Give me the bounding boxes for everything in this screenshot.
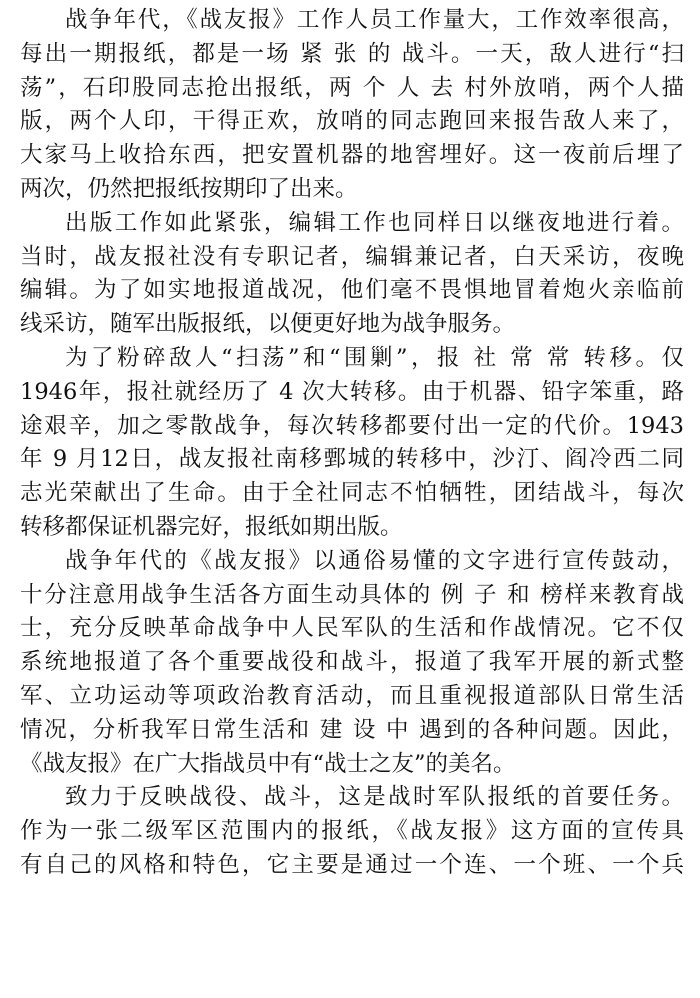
paragraph-5 [20, 781, 700, 882]
text-line: 系统地报道了各个重要战役和战斗，报道了我军开展的新式整 [20, 649, 684, 676]
text-line: 致力于反映战役、战斗，这是战时军队报纸的首要任务。 [65, 784, 684, 811]
text-line: 十分注意用战争生活各方面生动具体的 例 子 和 榜样来教育战 [20, 581, 684, 608]
text-line: 有自己的风格和特色，它主要是通过一个连、一个班、一个兵 [20, 851, 684, 878]
paragraph-1 [20, 0, 700, 207]
text-line: 1946年，报社就经历了 4 次大转移。由于机器、铅字笨重，路 [20, 378, 684, 405]
paragraph-4 [20, 545, 700, 782]
text-line: 战争年代的《战友报》以通俗易懂的文字进行宣传鼓动， [65, 547, 684, 574]
text-line: 作为一张二级军区范围内的报纸，《战友报》这方面的宣传具 [20, 818, 684, 845]
paragraph-3 [20, 342, 700, 545]
text-line: 军、立功运动等项政治教育活动，而且重视报道部队日常生活 [20, 682, 684, 709]
text-line: 士，充分反映革命战争中人民军队的生活和作战情况。它不仅 [20, 615, 684, 642]
text-line: 年 9 月12日，战友报社南移鄄城的转移中，沙汀、阎冷西二同 [20, 446, 684, 473]
text-line: 版，两个人印，干得正欢，放哨的同志跑回来报告敌人来了， [20, 108, 684, 135]
text-line: 大家马上收拾东西，把安置机器的地窖埋好。这一夜前后埋了 [20, 142, 684, 169]
text-line: 途艰辛，加之零散战争，每次转移都要付出一定的代价。1943 [20, 412, 684, 439]
text-line: 战争年代，《战友报》工作人员工作量大，工作效率很高， [65, 7, 684, 33]
text-line: 情况，分析我军日常生活和 建 设 中 遇到的各种问题。因此， [20, 716, 684, 743]
text-line: 两次，仍然把报纸按期印了出来。 [20, 175, 358, 202]
text-line: 线采访，随军出版报纸，以便更好地为战争服务。 [20, 311, 516, 338]
text-line: 每出一期报纸，都是一场 紧 张 的 战斗。一天，敌人进行“扫 [20, 40, 684, 67]
text-line: 荡”，石印股同志抢出报纸，两 个 人 去 村外放哨，两个人描 [20, 74, 684, 101]
text-line: 转移都保证机器完好，报纸如期出版。 [20, 513, 403, 540]
text-line: 编辑。为了如实地报道战况，他们毫不畏惧地冒着炮火亲临前 [20, 277, 684, 304]
text-line: 志光荣献出了生命。由于全社同志不怕牺牲，团结战斗，每次 [20, 480, 684, 507]
text-line: 《战友报》在广大指战员中有“战士之友”的美名。 [20, 750, 516, 777]
text-line: 为了粉碎敌人“扫荡”和“围剿”，报 社 常 常 转移。仅 [65, 344, 684, 371]
paragraph-2 [20, 207, 700, 342]
text-line: 出版工作如此紧张，编辑工作也同样日以继夜地进行着。 [65, 209, 684, 236]
text-line: 当时，战友报社没有专职记者，编辑兼记者，白天采访，夜晚 [20, 243, 684, 270]
